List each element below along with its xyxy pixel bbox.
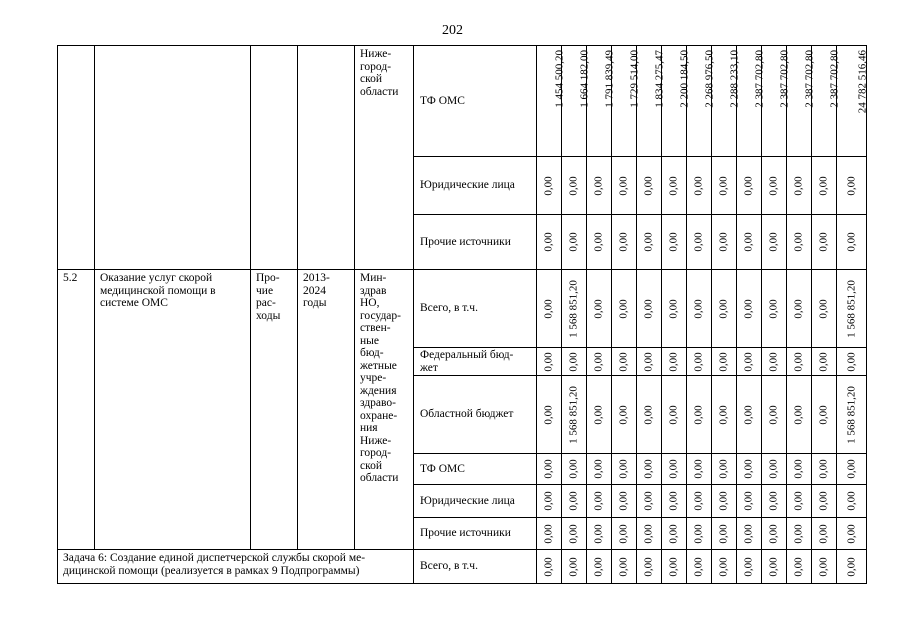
value-text: 0,00 — [667, 232, 680, 252]
page-number: 202 — [442, 23, 463, 38]
value-text: 0,00 — [692, 556, 705, 577]
value-cell — [762, 46, 791, 157]
value-cell — [662, 157, 687, 215]
value-text: 0,00 — [767, 404, 780, 425]
value-text: 0,00 — [817, 459, 830, 479]
value-cell — [637, 348, 662, 376]
value-cell — [612, 215, 637, 270]
value-cell — [812, 454, 837, 485]
value-text: 0,00 — [642, 556, 655, 577]
item-period-cell: 2013- 2024 годы — [298, 270, 355, 550]
value-text: 0,00 — [617, 232, 630, 252]
value-cell — [587, 215, 612, 270]
source-label: ТФ ОМС — [414, 46, 537, 157]
item-name-cell: Оказание услуг скорой медицинской помощи в системе ОМС — [95, 270, 251, 550]
value-text: 0,00 — [542, 491, 555, 511]
value-cell — [587, 270, 612, 348]
source-label: Всего, в т.ч. — [414, 550, 537, 584]
value-text: 0,00 — [767, 491, 780, 511]
value-cell — [737, 518, 762, 550]
value-cell — [812, 518, 837, 550]
value-cell — [662, 270, 687, 348]
value-cell — [562, 157, 587, 215]
value-text: 0,00 — [667, 404, 680, 425]
value-text: 0,00 — [792, 556, 805, 577]
budget-table — [57, 45, 867, 584]
value-text: 0,00 — [542, 298, 555, 319]
value-text: 0,00 — [617, 351, 630, 372]
value-cell — [562, 270, 587, 348]
value-cell — [662, 348, 687, 376]
value-text: 0,00 — [767, 232, 780, 252]
value-cell — [762, 270, 787, 348]
value-text: 0,00 — [642, 298, 655, 319]
value-cell — [587, 348, 612, 376]
value-text: 0,00 — [642, 459, 655, 479]
value-text: 0,00 — [742, 556, 755, 577]
value-cell — [637, 46, 666, 157]
value-text: 0,00 — [742, 491, 755, 511]
value-cell — [562, 550, 587, 584]
value-cell — [637, 518, 662, 550]
value-text: 0,00 — [792, 175, 805, 196]
value-cell — [662, 550, 687, 584]
value-text: 0,00 — [767, 523, 780, 544]
value-text: 2 268 976,50 — [703, 50, 716, 108]
value-text: 0,00 — [592, 523, 605, 544]
value-text: 0,00 — [567, 175, 580, 196]
value-cell — [737, 485, 762, 518]
value-text: 0,00 — [667, 175, 680, 196]
value-cell — [812, 46, 841, 157]
value-text: 0,00 — [642, 175, 655, 196]
value-text: 2 387 702,80 — [778, 50, 791, 108]
value-text: 0,00 — [845, 491, 857, 511]
value-cell — [537, 157, 562, 215]
value-cell — [612, 485, 637, 518]
value-text: 0,00 — [667, 523, 680, 544]
value-cell — [612, 518, 637, 550]
value-text: 0,00 — [767, 556, 780, 577]
value-text: 0,00 — [792, 351, 805, 372]
value-cell — [537, 348, 562, 376]
value-text: 0,00 — [742, 404, 755, 425]
value-cell — [587, 46, 616, 157]
value-cell — [837, 157, 867, 215]
value-text: 2 387 702,80 — [803, 50, 816, 108]
value-cell — [787, 376, 812, 454]
value-cell — [737, 215, 762, 270]
source-label: Областной бюджет — [414, 376, 537, 454]
value-cell — [612, 157, 637, 215]
source-label: Всего, в т.ч. — [414, 270, 537, 348]
value-cell — [637, 270, 662, 348]
value-cell — [712, 348, 737, 376]
value-text: 0,00 — [742, 175, 755, 196]
value-cell — [837, 270, 867, 348]
value-cell — [537, 46, 566, 157]
value-cell — [787, 454, 812, 485]
value-text: 0,00 — [692, 523, 705, 544]
value-text: 0,00 — [817, 523, 830, 544]
blank-type-cell — [251, 46, 298, 270]
value-text: 1 454 500,20 — [553, 50, 566, 108]
value-text: 1 729 514,00 — [628, 50, 641, 108]
value-cell — [712, 518, 737, 550]
value-cell — [637, 376, 662, 454]
value-text: 0,00 — [542, 404, 555, 425]
value-cell — [637, 550, 662, 584]
value-cell — [612, 46, 641, 157]
value-cell — [612, 348, 637, 376]
value-text: 1 568 851,20 — [845, 385, 857, 444]
value-text: 0,00 — [667, 351, 680, 372]
value-cell — [662, 376, 687, 454]
value-text: 0,00 — [617, 556, 630, 577]
value-text: 0,00 — [792, 404, 805, 425]
value-cell — [612, 376, 637, 454]
value-cell — [837, 376, 867, 454]
value-text: 0,00 — [567, 351, 580, 372]
value-cell — [712, 485, 737, 518]
value-cell — [587, 157, 612, 215]
value-cell — [612, 270, 637, 348]
value-text: 0,00 — [617, 491, 630, 511]
value-text: 0,00 — [717, 556, 730, 577]
value-cell — [537, 485, 562, 518]
value-cell — [787, 215, 812, 270]
value-text: 0,00 — [692, 459, 705, 479]
value-text: 0,00 — [592, 404, 605, 425]
value-cell — [587, 550, 612, 584]
value-text: 0,00 — [617, 175, 630, 196]
value-cell — [712, 46, 741, 157]
value-cell — [737, 454, 762, 485]
value-text: 0,00 — [692, 298, 705, 319]
value-text: 0,00 — [592, 459, 605, 479]
value-cell — [687, 454, 712, 485]
value-cell — [787, 270, 812, 348]
value-cell — [687, 46, 716, 157]
value-text: 0,00 — [717, 175, 730, 196]
value-cell — [737, 376, 762, 454]
value-cell — [662, 518, 687, 550]
blank-name-cell — [95, 46, 251, 270]
value-text: 0,00 — [742, 459, 755, 479]
value-cell — [712, 157, 737, 215]
value-text: 0,00 — [742, 298, 755, 319]
item-number-cell: 5.2 — [58, 270, 95, 550]
value-cell — [737, 270, 762, 348]
value-cell — [812, 157, 837, 215]
value-text: 1 568 851,20 — [567, 385, 580, 444]
value-text: 0,00 — [717, 491, 730, 511]
value-cell — [787, 46, 816, 157]
value-text: 0,00 — [792, 459, 805, 479]
value-text: 0,00 — [817, 556, 830, 577]
value-cell — [762, 215, 787, 270]
value-text: 1 834 275,47 — [653, 50, 666, 108]
value-cell — [662, 215, 687, 270]
value-text: 0,00 — [767, 459, 780, 479]
table-row — [58, 270, 867, 348]
value-text: 0,00 — [717, 351, 730, 372]
value-cell — [587, 454, 612, 485]
value-text: 0,00 — [692, 491, 705, 511]
value-text: 0,00 — [667, 556, 680, 577]
blank-period-cell — [298, 46, 355, 270]
value-cell — [737, 550, 762, 584]
value-cell — [612, 454, 637, 485]
value-text: 0,00 — [845, 556, 857, 577]
value-text: 0,00 — [592, 491, 605, 511]
value-cell — [537, 550, 562, 584]
value-cell — [637, 485, 662, 518]
value-text: 0,00 — [742, 351, 755, 372]
value-cell — [687, 270, 712, 348]
value-text: 0,00 — [792, 232, 805, 252]
value-cell — [712, 376, 737, 454]
value-text: 0,00 — [542, 523, 555, 544]
value-cell — [737, 46, 766, 157]
value-cell — [837, 485, 867, 518]
value-cell — [562, 215, 587, 270]
value-cell — [837, 454, 867, 485]
value-text: 0,00 — [542, 175, 555, 196]
source-label: Юридические лица — [414, 485, 537, 518]
executor-cell: Ниже- город- ской области — [355, 46, 414, 270]
value-text: 0,00 — [817, 491, 830, 511]
value-text: 0,00 — [845, 351, 857, 372]
value-text: 0,00 — [717, 232, 730, 252]
value-cell — [587, 485, 612, 518]
value-cell — [562, 46, 591, 157]
value-cell — [687, 348, 712, 376]
value-text: 0,00 — [767, 351, 780, 372]
value-cell — [712, 270, 737, 348]
value-text: 0,00 — [717, 459, 730, 479]
task-title-cell: Задача 6: Создание единой диспетчерской службы скорой ме- дицинской помощи (реализуется в рамках 9 Подпрограммы) — [58, 550, 414, 584]
value-text: 0,00 — [845, 232, 857, 252]
value-cell — [662, 454, 687, 485]
value-cell — [812, 215, 837, 270]
value-text: 0,00 — [542, 556, 555, 577]
value-text: 0,00 — [692, 404, 705, 425]
value-cell — [762, 454, 787, 485]
value-text: 0,00 — [567, 459, 580, 479]
value-cell — [637, 215, 662, 270]
value-text: 0,00 — [667, 491, 680, 511]
value-text: 0,00 — [567, 523, 580, 544]
value-text: 0,00 — [617, 404, 630, 425]
value-cell — [737, 157, 762, 215]
source-label: ТФ ОМС — [414, 454, 537, 485]
value-text: 0,00 — [567, 491, 580, 511]
value-cell — [812, 550, 837, 584]
value-cell — [837, 348, 867, 376]
value-text: 0,00 — [667, 298, 680, 319]
value-text: 0,00 — [642, 523, 655, 544]
value-cell — [562, 518, 587, 550]
value-cell — [687, 550, 712, 584]
value-text: 2 387 702,80 — [753, 50, 766, 108]
value-cell — [687, 518, 712, 550]
value-text: 0,00 — [792, 523, 805, 544]
value-cell — [787, 157, 812, 215]
source-label: Юридические лица — [414, 157, 537, 215]
value-cell — [537, 215, 562, 270]
table-row — [58, 550, 867, 584]
value-text: 0,00 — [567, 232, 580, 252]
value-text: 1 568 851,20 — [845, 279, 857, 338]
value-cell — [837, 215, 867, 270]
value-cell — [812, 348, 837, 376]
value-text: 1 568 851,20 — [567, 279, 580, 338]
value-cell — [712, 215, 737, 270]
value-cell — [787, 550, 812, 584]
value-cell — [612, 550, 637, 584]
value-text: 0,00 — [717, 298, 730, 319]
value-text: 0,00 — [742, 523, 755, 544]
value-text: 0,00 — [767, 298, 780, 319]
value-text: 2 387 702,80 — [828, 50, 841, 108]
value-text: 0,00 — [845, 175, 857, 196]
value-text: 1 791 839,49 — [603, 50, 616, 108]
value-cell — [562, 485, 587, 518]
blank-number-cell — [58, 46, 95, 270]
value-cell — [712, 550, 737, 584]
value-cell — [587, 518, 612, 550]
value-text: 0,00 — [817, 298, 830, 319]
value-text: 0,00 — [845, 459, 857, 479]
value-text: 0,00 — [692, 351, 705, 372]
value-text: 0,00 — [742, 232, 755, 252]
value-text: 24 782 516,46 — [856, 50, 868, 114]
value-cell — [762, 348, 787, 376]
value-text: 2 200 184,50 — [678, 50, 691, 108]
value-text: 0,00 — [592, 351, 605, 372]
value-text: 0,00 — [642, 351, 655, 372]
value-cell — [587, 376, 612, 454]
executor-cell: Мин- здрав НО, государ- ствен- ные бюд- жетные учре- ждения здраво- охране- ния Ниже- город- ской области — [355, 270, 414, 550]
value-text: 0,00 — [567, 556, 580, 577]
value-text: 0,00 — [792, 298, 805, 319]
value-cell — [562, 454, 587, 485]
value-cell — [537, 376, 562, 454]
value-text: 0,00 — [692, 232, 705, 252]
source-label: Прочие источники — [414, 518, 537, 550]
source-label: Федеральный бюд- жет — [414, 348, 537, 376]
value-text: 0,00 — [817, 404, 830, 425]
value-text: 0,00 — [542, 351, 555, 372]
value-cell — [787, 348, 812, 376]
item-type-cell: Про- чие рас- ходы — [251, 270, 298, 550]
value-text: 0,00 — [642, 404, 655, 425]
value-cell — [812, 376, 837, 454]
value-text: 0,00 — [642, 232, 655, 252]
value-text: 0,00 — [592, 232, 605, 252]
value-cell — [712, 454, 737, 485]
value-cell — [762, 157, 787, 215]
value-cell — [537, 518, 562, 550]
value-cell — [762, 376, 787, 454]
value-cell — [837, 46, 867, 157]
value-cell — [812, 485, 837, 518]
value-text: 0,00 — [592, 556, 605, 577]
value-text: 0,00 — [717, 404, 730, 425]
value-text: 0,00 — [617, 298, 630, 319]
value-text: 0,00 — [542, 232, 555, 252]
value-cell — [687, 485, 712, 518]
value-cell — [787, 485, 812, 518]
value-cell — [562, 348, 587, 376]
value-text: 0,00 — [792, 491, 805, 511]
table-row — [58, 46, 867, 157]
value-cell — [787, 518, 812, 550]
value-cell — [812, 270, 837, 348]
value-cell — [762, 518, 787, 550]
value-cell — [687, 215, 712, 270]
value-cell — [637, 454, 662, 485]
value-cell — [537, 270, 562, 348]
value-text: 1 664 182,00 — [578, 50, 591, 108]
value-text: 0,00 — [767, 175, 780, 196]
value-text: 0,00 — [642, 491, 655, 511]
value-text: 0,00 — [617, 523, 630, 544]
value-text: 0,00 — [692, 175, 705, 196]
value-cell — [837, 550, 867, 584]
value-text: 0,00 — [817, 351, 830, 372]
value-cell — [837, 518, 867, 550]
value-cell — [537, 454, 562, 485]
value-cell — [562, 376, 587, 454]
value-text: 0,00 — [592, 175, 605, 196]
value-text: 0,00 — [717, 523, 730, 544]
value-cell — [662, 485, 687, 518]
value-cell — [737, 348, 762, 376]
source-label: Прочие источники — [414, 215, 537, 270]
value-text: 0,00 — [542, 459, 555, 479]
value-text: 2 288 233,10 — [728, 50, 741, 108]
value-cell — [762, 550, 787, 584]
value-text: 0,00 — [592, 298, 605, 319]
value-cell — [687, 376, 712, 454]
value-cell — [762, 485, 787, 518]
value-text: 0,00 — [617, 459, 630, 479]
value-text: 0,00 — [817, 175, 830, 196]
value-cell — [662, 46, 691, 157]
value-cell — [687, 157, 712, 215]
value-cell — [637, 157, 662, 215]
value-text: 0,00 — [667, 459, 680, 479]
value-text: 0,00 — [845, 523, 857, 544]
value-text: 0,00 — [817, 232, 830, 252]
